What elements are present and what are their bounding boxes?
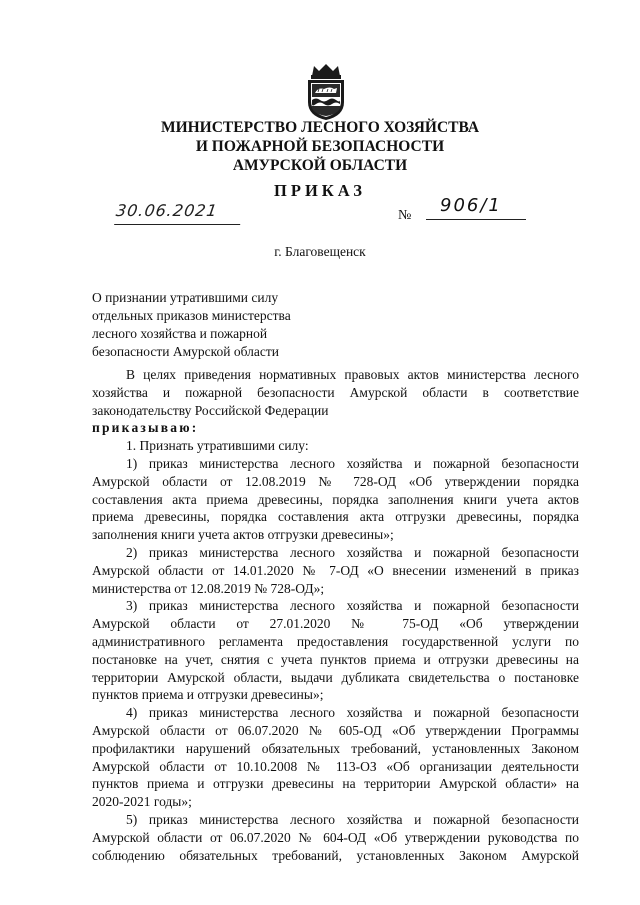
- document-date: 30.06.2021: [114, 198, 244, 225]
- body-line: 2) приказ министерства лесного хозяйства и пожарной безопасности: [126, 544, 579, 560]
- body-line: пунктов приема и отгрузки древесины на территории Амурской области» на: [92, 776, 579, 792]
- city: г. Благовещенск: [274, 244, 366, 259]
- body-line: профилактики нарушений обязательных требований, установленных Законом: [92, 740, 579, 756]
- organization-line: И ПОЖАРНОЙ БЕЗОПАСНОСТИ: [195, 138, 445, 155]
- body-line: министерства от 12.08.2019 № 728-ОД»;: [92, 580, 325, 596]
- body-line: 2020-2021 годы»;: [92, 794, 192, 810]
- body-line: 1) приказ министерства лесного хозяйства и пожарной безопасности: [126, 455, 579, 471]
- subject-line: О признании утратившими силу: [92, 290, 279, 305]
- body-text: [92, 366, 579, 864]
- body-line: 4) приказ министерства лесного хозяйства и пожарной безопасности: [126, 705, 579, 721]
- body-line: 5) приказ министерства лесного хозяйства и пожарной безопасности: [126, 811, 579, 827]
- body-line: приказываю:: [92, 420, 199, 436]
- number-label: №: [398, 208, 412, 223]
- body-line: В целях приведения нормативных правовых актов министерства лесного: [126, 367, 579, 382]
- body-line: 1. Признать утратившими силу:: [126, 438, 309, 454]
- body-line: хозяйства и пожарной безопасности Амурской области в соответствие: [92, 384, 579, 400]
- body-line: административного регламента предоставления государственной услуги по: [92, 633, 579, 649]
- body-line: составления акта приема древесины, порядка заполнения книги учета актов: [92, 491, 579, 507]
- body-line: Амурской области от 10.10.2008 № 113-ОЗ «Об организации деятельности: [92, 758, 579, 774]
- body-line: 3) приказ министерства лесного хозяйства и пожарной безопасности: [126, 598, 579, 614]
- subject-heading: [92, 289, 291, 361]
- document-type: ПРИКАЗ: [274, 181, 366, 200]
- coat-of-arms-icon: [300, 62, 352, 122]
- document-number: 906/1: [426, 192, 526, 220]
- body-line: Амурской области от 14.01.2020 № 7-ОД «О внесении изменений в приказ: [92, 562, 579, 578]
- body-line: приема древесины, порядка составления акта отгрузки древесины, порядка: [92, 509, 579, 525]
- body-line: постановке на учет, снятия с учета пунктов приема и отгрузки древесины на: [92, 651, 579, 667]
- organization-line: МИНИСТЕРСТВО ЛЕСНОГО ХОЗЯЙСТВА: [160, 119, 480, 136]
- organization-name: [0, 118, 640, 175]
- body-line: законодательству Российской Федерации: [92, 402, 329, 418]
- body-line: территории Амурской области, выдачи дубликата свидетельства о постановке: [92, 669, 579, 685]
- body-line: соблюдению обязательных требований, установленных Законом Амурской: [92, 847, 579, 863]
- body-line: Амурской области от 06.07.2020 № 605-ОД «Об утверждении Программы: [92, 722, 579, 738]
- subject-line: безопасности Амурской области: [92, 344, 279, 359]
- organization-line: АМУРСКОЙ ОБЛАСТИ: [232, 157, 408, 174]
- subject-line: отдельных приказов министерства: [92, 308, 291, 323]
- body-line: Амурской области от 06.07.2020 № 604-ОД «Об утверждении руководства по: [92, 829, 579, 845]
- subject-line: лесного хозяйства и пожарной: [92, 326, 268, 341]
- body-line: Амурской области от 27.01.2020 № 75-ОД «Об утверждении: [92, 616, 579, 632]
- body-line: пунктов приема и отгрузки древесины»;: [92, 687, 324, 703]
- body-line: Амурской области от 12.08.2019 № 728-ОД «Об утверждении порядка: [92, 473, 579, 489]
- body-line: заполнения книги учета актов отгрузки древесины»;: [92, 527, 394, 543]
